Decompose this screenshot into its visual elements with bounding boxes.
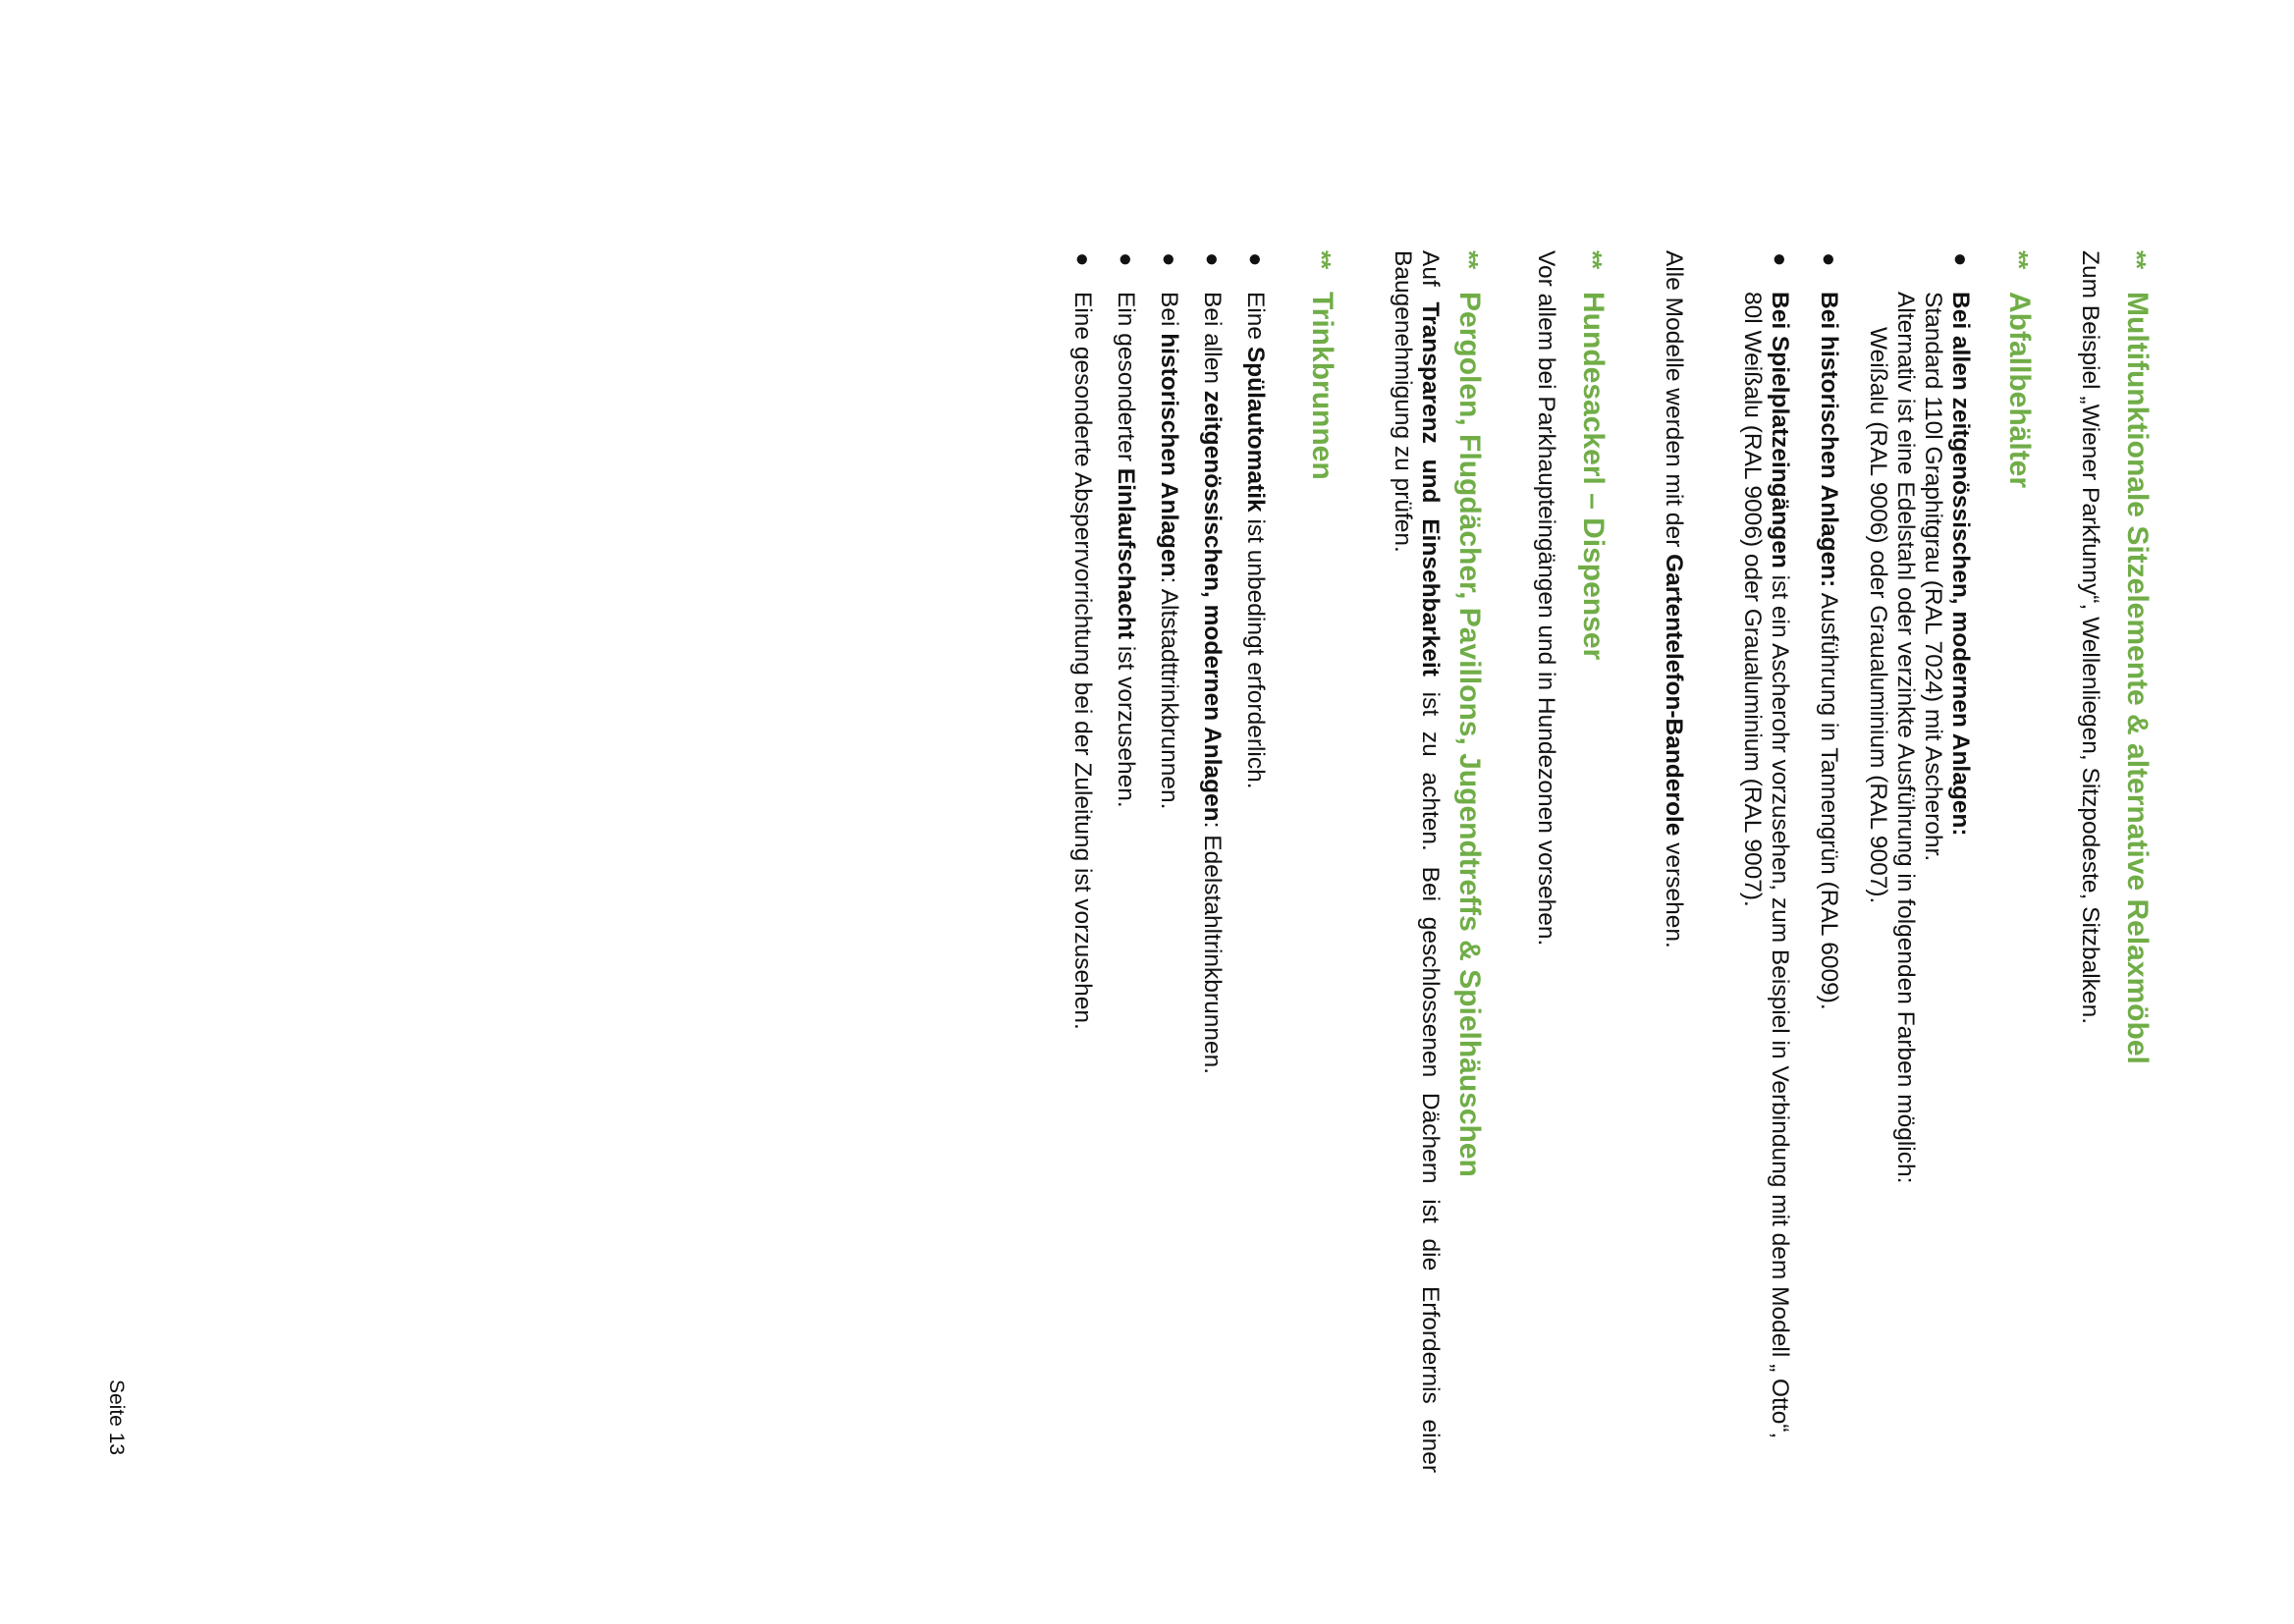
bullet-icon: ● (1069, 252, 1096, 267)
bullet-icon: ● (1767, 252, 1793, 267)
asterisk-icon: ** (1307, 250, 1337, 269)
hunde-paragraph: Vor allem bei Parkhaupteingängen und in Hundezonen vorsehen. (1533, 250, 1559, 947)
abfall-note (1660, 250, 1687, 1473)
bullet-icon: ● (1242, 252, 1269, 267)
list-item-line: Weißalu (RAL 9006) oder Graualuminium (RAL 9007). (1865, 327, 1891, 904)
bold-label: Spülautomatik (1242, 346, 1269, 513)
bullet-icon: ● (1156, 252, 1182, 267)
bold-label: Transparenz und Einsehbarkeit (1417, 301, 1444, 677)
asterisk-icon: ** (2122, 250, 2152, 269)
paragraph-text: Auf (1417, 250, 1444, 302)
heading-pergolen (1449, 250, 1489, 1473)
bullet-icon: ● (1199, 252, 1226, 267)
list-item-text: Eine gesonderte Absperrvorrichtung bei der Zuleitung ist vorzusehen. (1069, 292, 1096, 1030)
list-item-text: Ein gesonderter (1113, 292, 1139, 468)
bold-label: Einlaufschacht (1113, 467, 1139, 640)
list-item-text: Ausführung in Tannengrün (RAL 6009). (1816, 587, 1842, 1010)
list-item-text: Eine (1242, 292, 1269, 347)
list-item-text: Bei allen (1199, 292, 1226, 391)
page-number: Seite 13 (105, 1380, 128, 1456)
sitz-paragraph: Zum Beispiel „Wiener Parkfunny“, Wellenliegen, Sitzpodeste, Sitzbalken. (2077, 250, 2103, 1024)
note-text: Alle Modelle werden mit der (1661, 250, 1687, 555)
pergolen-paragraph (1389, 250, 1444, 1473)
bullet-icon: ● (1113, 252, 1139, 267)
asterisk-icon: ** (2004, 250, 2034, 269)
list-item-text: ist ein Ascherohr vorzusehen, zum Beispiel in Verbindung mit dem Modell „ Otto“, 80l Weißalu (RAL 9006) oder Graualuminium (RAL 9007). (1739, 292, 1793, 1439)
list-item (1738, 250, 1793, 1473)
bold-label: zeitgenössischen, modernen Anlagen (1199, 390, 1226, 822)
bold-label: Gartentelefon-Banderole (1661, 554, 1687, 837)
abfall-bullet-list (1738, 250, 1974, 1473)
heading-text: Abfallbehälter (2003, 292, 2036, 489)
document-content (1068, 250, 2157, 1473)
bullet-icon: ● (1947, 252, 1974, 267)
list-item-line: Alternativ ist eine Edelstahl oder verzinkte Ausführung in folgenden Farben möglich: (1892, 292, 1919, 1184)
heading-text: Multifunktionale Sitzelemente & alternative Relaxmöbel (2121, 292, 2154, 1064)
heading-sitzelemente (2117, 250, 2157, 1473)
asterisk-icon: ** (1454, 250, 1484, 269)
heading-abfallbehaelter (1999, 250, 2039, 1473)
heading-text: Pergolen, Flugdächer, Pavillons, Jugendtreffs & Spielhäuschen (1453, 292, 1486, 1177)
heading-text: Trinkbrunnen (1306, 292, 1338, 480)
list-item (1864, 250, 1974, 1473)
heading-hundesackerl (1573, 250, 1612, 1473)
list-item-text: ist vorzusehen. (1113, 639, 1139, 808)
heading-trinkbrunnen (1302, 250, 1341, 1473)
bullet-icon: ● (1816, 252, 1842, 267)
paragraph-text: ist zu achten. Bei geschlossenen Dächern ist die Erfordernis einer Baugenehmigung zu prüfen. (1390, 250, 1444, 1473)
asterisk-icon: ** (1578, 250, 1608, 269)
bold-label: Bei allen zeitgenössischen, modernen Anlagen: (1947, 292, 1974, 837)
list-item (1241, 250, 1269, 1473)
list-item (1815, 250, 1842, 1473)
list-item-text: ist unbedingt erforderlich. (1242, 512, 1269, 789)
list-item (1198, 250, 1226, 1473)
heading-text: Hundesackerl – Dispenser (1577, 292, 1610, 661)
list-item-text: : Altstadttrinkbrunnen. (1156, 576, 1182, 810)
list-item-text: Bei (1156, 292, 1182, 334)
bold-label: historischen Anlagen (1156, 333, 1182, 577)
list-item-text: : Edelstahltrinkbrunnen. (1199, 821, 1226, 1075)
list-item-line: Standard 110l Graphitgrau (RAL 7024) mit Ascherohr. (1920, 292, 1946, 862)
list-item (1155, 250, 1182, 1473)
bold-label: Bei historischen Anlagen: (1816, 292, 1842, 588)
list-item (1112, 250, 1139, 1473)
list-item (1068, 250, 1096, 1473)
note-text: versehen. (1661, 836, 1687, 948)
trink-bullet-list (1068, 250, 1269, 1473)
bold-label: Bei Spielplatzeingängen (1767, 292, 1793, 568)
